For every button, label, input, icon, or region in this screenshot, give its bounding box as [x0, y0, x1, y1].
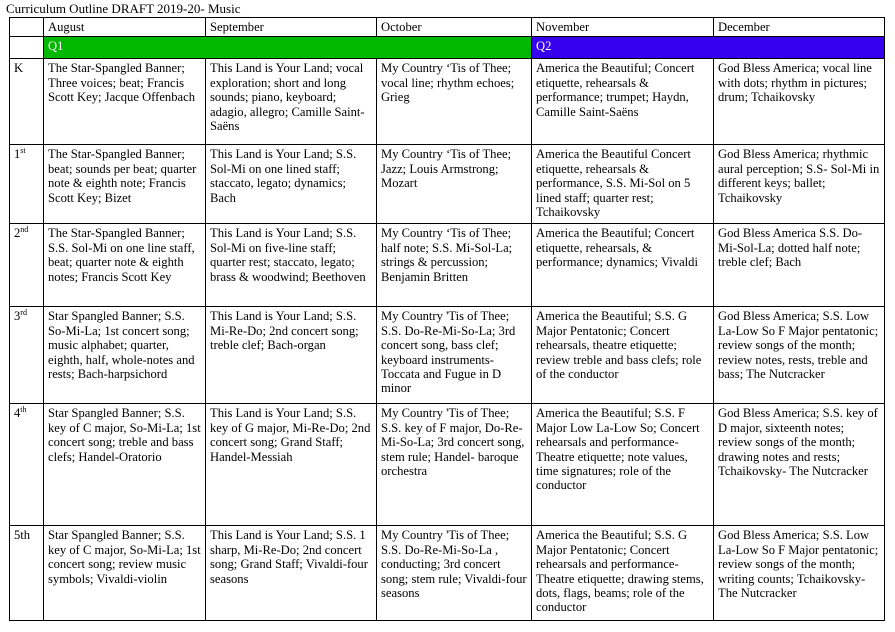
grade-header-cell [10, 18, 44, 37]
cell-october: My Country 'Tis of Thee; S.S. Do-Re-Mi-So-La , conducting; 3rd concert song; stem rule; Vivaldi-four seasons [377, 526, 532, 621]
cell-october: My Country ‘Tis of Thee; vocal line; rhythm echoes; Grieg [377, 59, 532, 145]
cell-september: This Land is Your Land; vocal exploration; short and long sounds; piano, keyboard; adagio, allegro; Camille Saint-Saëns [206, 59, 377, 145]
table-row-grade-5 [10, 526, 885, 621]
cell-november: America the Beautiful; S.S. G Major Pentatonic; Concert rehearsals, theatre etiquette; review treble and bass clefs; role of the conductor [532, 307, 714, 404]
cell-september: This Land is Your Land; S.S. Sol-Mi on five-line staff; quarter rest; staccato, legato; brass & woodwind; Beethoven [206, 224, 377, 307]
curriculum-table [9, 17, 885, 621]
document-title: Curriculum Outline DRAFT 2019-20- Music [6, 1, 241, 16]
grade-label: 1st [10, 145, 44, 224]
grade-label: 4th [10, 404, 44, 526]
table-row-grade-1 [10, 145, 885, 224]
month-header-row [10, 18, 885, 37]
quarter-row [10, 37, 885, 59]
grade-label: K [10, 59, 44, 145]
cell-december: God Bless America S.S. Do-Mi-Sol-La; dotted half note; treble clef; Bach [714, 224, 885, 307]
month-header-october: October [377, 18, 532, 37]
cell-september: This Land is Your Land; S.S. Sol-Mi on one lined staff; staccato, legato; dynamics; Bach [206, 145, 377, 224]
table-row-grade-4 [10, 404, 885, 526]
month-header-december: December [714, 18, 885, 37]
month-header-august: August [44, 18, 206, 37]
quarter-q2-band: Q2 [532, 37, 885, 59]
cell-december: God Bless America; vocal line with dots; rhythm in pictures; drum; Tchaikovsky [714, 59, 885, 145]
cell-november: America the Beautiful; Concert etiquette, rehearsals, & performance; dynamics; Vivaldi [532, 224, 714, 307]
grade-label: 2nd [10, 224, 44, 307]
cell-september: This Land is Your Land; S.S. 1 sharp, Mi-Re-Do; 2nd concert song; Grand Staff; Vivaldi-four seasons [206, 526, 377, 621]
cell-october: My Country ‘Tis of Thee; half note; S.S. Mi-Sol-La; strings & percussion; Benjamin Britten [377, 224, 532, 307]
cell-december: God Bless America; S.S. Low La-Low So F Major pentatonic; review songs of the month; writing counts; Tchaikovsky- The Nutcracker [714, 526, 885, 621]
grade-label: 5th [10, 526, 44, 621]
cell-august: Star Spangled Banner; S.S. So-Mi-La; 1st concert song; music alphabet; quarter, eighth, half, whole-notes and rests; Bach-harpsichord [44, 307, 206, 404]
grade-label: 3rd [10, 307, 44, 404]
cell-october: My Country 'Tis of Thee; S.S. Do-Re-Mi-So-La; 3rd concert song, bass clef; keyboard instruments-Toccata and Fugue in D minor [377, 307, 532, 404]
cell-december: God Bless America; S.S. key of D major, sixteenth notes; review songs of the month; drawing notes and rests; Tchaikovsky- The Nutcracker [714, 404, 885, 526]
cell-december: God Bless America; S.S. Low La-Low So F Major pentatonic; review songs of the month; review notes, rests, treble and bass; The Nutcracker [714, 307, 885, 404]
cell-august: Star Spangled Banner; S.S. key of C major, So-Mi-La; 1st concert song; treble and bass clefs; Handel-Oratorio [44, 404, 206, 526]
month-header-november: November [532, 18, 714, 37]
cell-september: This Land is Your Land; S.S. key of G major, Mi-Re-Do; 2nd concert song; Grand Staff; Handel-Messiah [206, 404, 377, 526]
cell-december: God Bless America; rhythmic aural perception; S.S- Sol-Mi in different keys; ballet; Tchaikovsky [714, 145, 885, 224]
cell-october: My Country 'Tis of Thee; S.S. key of F major, Do-Re-Mi-So-La; 3rd concert song, stem rule; Handel- baroque orchestra [377, 404, 532, 526]
quarter-blank-cell [10, 37, 44, 59]
cell-november: America the Beautiful; S.S. F Major Low La-Low So; Concert rehearsals and performance-Theatre etiquette; note values, time signatures; role of the conductor [532, 404, 714, 526]
cell-august: The Star-Spangled Banner; Three voices; beat; Francis Scott Key; Jacque Offenbach [44, 59, 206, 145]
cell-november: America the Beautiful Concert etiquette, rehearsals & performance, S.S. Mi-Sol on 5 lined staff; quarter rest; Tchaikovsky [532, 145, 714, 224]
table-row-grade-2 [10, 224, 885, 307]
cell-november: America the Beautiful; Concert etiquette, rehearsals & performance; trumpet; Haydn, Camille Saint-Saëns [532, 59, 714, 145]
table-row-grade-3 [10, 307, 885, 404]
cell-october: My Country ‘Tis of Thee; Jazz; Louis Armstrong; Mozart [377, 145, 532, 224]
month-header-september: September [206, 18, 377, 37]
cell-september: This Land is Your Land; S.S. Mi-Re-Do; 2nd concert song; treble clef; Bach-organ [206, 307, 377, 404]
cell-august: The Star-Spangled Banner; beat; sounds per beat; quarter note & eighth note; Francis Scott Key; Bizet [44, 145, 206, 224]
quarter-q1-band: Q1 [44, 37, 532, 59]
table-row-kindergarten [10, 59, 885, 145]
cell-november: America the Beautiful; S.S. G Major Pentatonic; Concert rehearsals and performance-Theatre etiquette; drawing stems, dots, flags, beams; role of the conductor [532, 526, 714, 621]
cell-august: The Star-Spangled Banner; S.S. Sol-Mi on one line staff, beat; quarter note & eighth notes; Francis Scott Key [44, 224, 206, 307]
cell-august: Star Spangled Banner; S.S. key of C major, So-Mi-La; 1st concert song; review music symbols; Vivaldi-violin [44, 526, 206, 621]
